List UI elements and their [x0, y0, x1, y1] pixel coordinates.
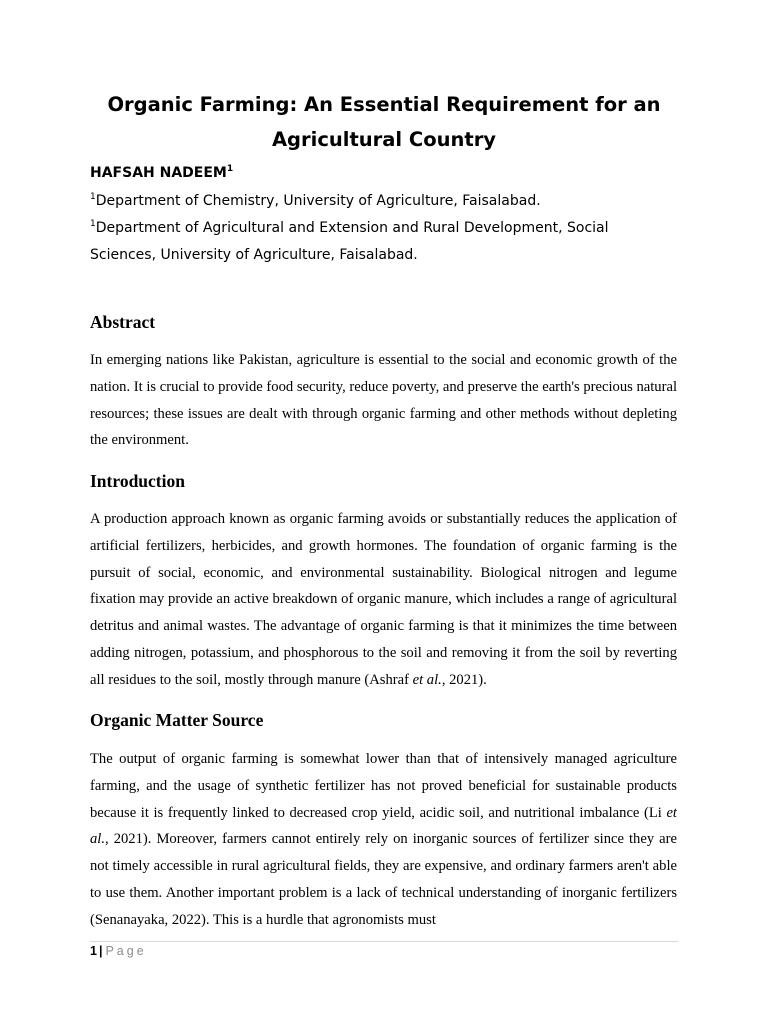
affiliation-1 — [90, 188, 678, 215]
author-name: HAFSAH NADEEM — [90, 165, 227, 181]
affiliation-marker: 1 — [90, 192, 96, 202]
introduction-paragraph — [90, 506, 677, 694]
paragraph-text: , 2021). — [441, 671, 487, 688]
paragraph-text: , 2021). Moreover, farmers cannot entirely rely on inorganic sources of fertilizer since they are not timely accessible in rural agricultural fields, they are expensive, and ordinary farmers aren't able to use them. Another important problem is a lack of technical understanding of inorganic fertilizers (Senanayaka, 2022). This is a hurdle that agronomists must — [90, 831, 677, 928]
citation-et-al: et al. — [412, 671, 442, 688]
abstract-paragraph: In emerging nations like Pakistan, agriculture is essential to the social and economic growth of the nation. It is crucial to provide food security, reduce poverty, and preserve the earth's precious natural resources; these issues are dealt with through organic farming and other methods without depleting the environment. — [90, 352, 677, 449]
organic-matter-source-heading: Organic Matter Source — [90, 710, 264, 730]
page-label: Page — [105, 944, 147, 958]
page-number: 1 — [90, 944, 97, 958]
abstract-heading: Abstract — [90, 312, 156, 332]
paragraph-text: A production approach known as organic farming avoids or substantially reduces the application of artificial fertilizers, herbicides, and growth hormones. The foundation of organic farming is the pursuit of social, economic, and environmental sustainability. Biological nitrogen and legume fixation may provide an active breakdown of organic manure, which includes a range of agricultural detritus and animal wastes. The advantage of organic farming is that it minimizes the time between adding nitrogen, potassium, and phosphorous to the soil and removing it from the soil by reverting all residues to the soil, mostly through manure (Ashraf — [90, 511, 677, 688]
author-line — [90, 162, 233, 184]
footer-separator: | — [98, 944, 103, 958]
organic-matter-source-paragraph — [90, 746, 677, 934]
footer-divider — [90, 941, 678, 942]
citation-et-al: et al. — [90, 804, 677, 848]
affiliation-marker: 1 — [90, 219, 96, 229]
author-marker: 1 — [226, 164, 234, 174]
affiliation-text: Department of Chemistry, University of Agriculture, Faisalabad. — [95, 193, 541, 209]
page-footer — [90, 943, 147, 959]
paragraph-text: The output of organic farming is somewhat lower than that of intensively managed agriculture farming, and the usage of synthetic fertilizer has not proved beneficial for sustainable products because it is frequently linked to decreased crop yield, acidic soil, and nutritional imbalance (Li — [90, 751, 677, 821]
affiliation-2 — [90, 215, 678, 269]
introduction-heading: Introduction — [90, 471, 185, 491]
affiliation-text: Department of Agricultural and Extension and Rural Development, Social Sciences, University of Agriculture, Faisalabad. — [90, 220, 609, 263]
document-title: Organic Farming: An Essential Requirement for an Agricultural Country — [107, 93, 661, 151]
